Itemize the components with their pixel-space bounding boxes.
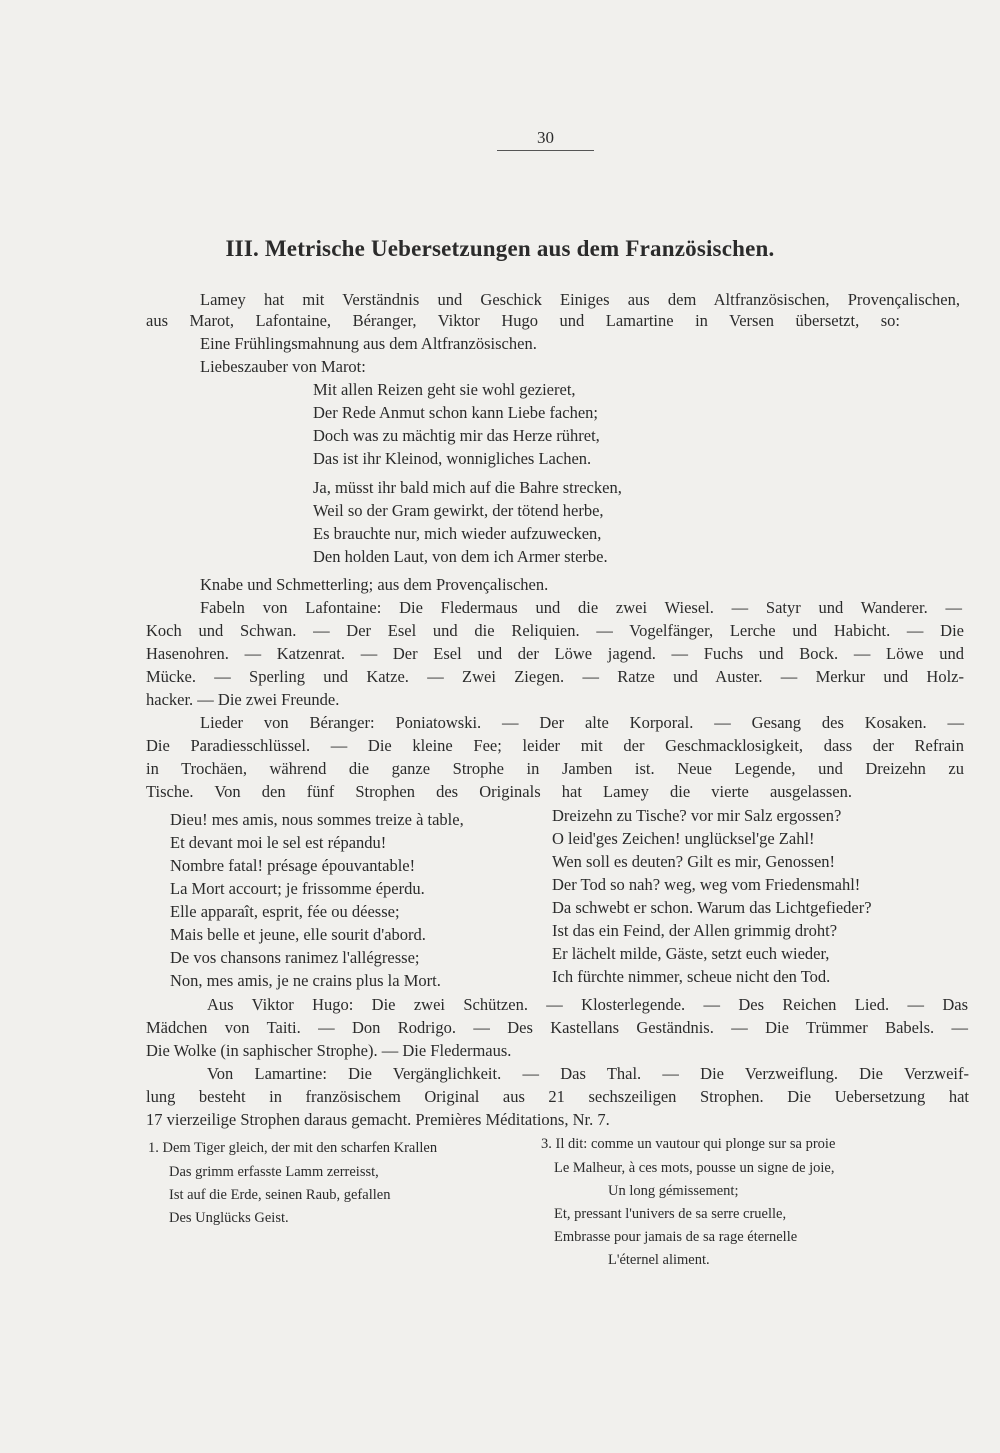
page-number-rule [497, 150, 594, 151]
paragraph-line: Mücke. — Sperling und Katze. — Zwei Ziegen. — Ratze und Auster. — Merkur und Holz- [146, 667, 964, 686]
paragraph-line: Die Paradiesschlüssel. — Die kleine Fee; leider mit der Geschmacklosigkeit, dass der Refrain [146, 736, 964, 755]
intro-line: aus Marot, Lafontaine, Béranger, Viktor Hugo und Lamartine in Versen übersetzt, so: [146, 311, 900, 330]
paragraph-line: Fabeln von Lafontaine: Die Fledermaus und die zwei Wiesel. — Satyr und Wanderer. — [200, 598, 962, 617]
french-verse-line: 3. Il dit: comme un vautour qui plonge sur sa proie [541, 1136, 836, 1152]
german-verse-line: 1. Dem Tiger gleich, der mit den scharfen Krallen [148, 1140, 438, 1156]
section-heading: III. Metrische Uebersetzungen aus dem Französischen. [225, 236, 775, 261]
paragraph-line: Mädchen von Taiti. — Don Rodrigo. — Des Kastellans Geständnis. — Die Trümmer Babels. — [146, 1018, 968, 1037]
paragraph-line: hacker. — Die zwei Freunde. [146, 690, 340, 709]
french-verse-line: Un long gémissement; [608, 1183, 739, 1199]
paragraph-line: in Trochäen, während die ganze Strophe in Jamben ist. Neue Legende, und Dreizehn zu [146, 759, 964, 778]
german-verse-line: Er lächelt milde, Gäste, setzt euch wieder, [552, 944, 830, 963]
verse-line: Weil so der Gram gewirkt, der tötend herbe, [313, 501, 604, 520]
verse-line: Das ist ihr Kleinod, wonnigliches Lachen. [313, 449, 592, 468]
french-verse-line: Non, mes amis, je ne crains plus la Mort. [170, 971, 441, 990]
french-verse-line: La Mort accourt; je frissomme éperdu. [170, 879, 425, 898]
french-verse-line: L'éternel aliment. [608, 1252, 710, 1268]
french-verse-line: Le Malheur, à ces mots, pousse un signe de joie, [554, 1160, 835, 1176]
french-verse-line: Nombre fatal! présage épouvantable! [170, 856, 416, 875]
verse-line: Doch was zu mächtig mir das Herze rühret, [313, 426, 600, 445]
paragraph-line: Von Lamartine: Die Vergänglichkeit. — Das Thal. — Die Verzweiflung. Die Verzweif- [207, 1064, 969, 1083]
paragraph-line: Lieder von Béranger: Poniatowski. — Der alte Korporal. — Gesang des Kosaken. — [200, 713, 964, 732]
verse-line: Den holden Laut, von dem ich Armer sterbe. [313, 547, 608, 566]
german-verse-line: Ist das ein Feind, der Allen grimmig droht? [552, 921, 838, 940]
french-verse-line: Et devant moi le sel est répandu! [170, 833, 387, 852]
french-verse-line: De vos chansons ranimez l'allégresse; [170, 948, 420, 967]
paragraph-line: Koch und Schwan. — Der Esel und die Reliquien. — Vogelfänger, Lerche und Habicht. — Die [146, 621, 964, 640]
verse-line: Ja, müsst ihr bald mich auf die Bahre strecken, [313, 478, 622, 497]
french-verse-line: Et, pressant l'univers de sa serre cruelle, [554, 1206, 787, 1222]
german-verse-line: O leid'ges Zeichen! unglücksel'ge Zahl! [552, 829, 815, 848]
german-verse-line: Wen soll es deuten? Gilt es mir, Genossen! [552, 852, 836, 871]
paragraph-line: 17 vierzeilige Strophen daraus gemacht. Premières Méditations, Nr. 7. [146, 1110, 610, 1129]
paragraph-line: Die Wolke (in saphischer Strophe). — Die Fledermaus. [146, 1041, 512, 1060]
paragraph-line: lung besteht in französischem Original aus 21 sechszeiligen Strophen. Die Uebersetzung hat [146, 1087, 969, 1106]
french-verse-line: Elle apparaît, esprit, fée ou déesse; [170, 902, 400, 921]
german-verse-line: Ich fürchte nimmer, scheue nicht den Tod. [552, 967, 831, 986]
german-verse-line: Das grimm erfasste Lamm zerreisst, [169, 1164, 379, 1180]
page-number: 30 [537, 128, 554, 147]
intro-line: Eine Frühlingsmahnung aus dem Altfranzösischen. [200, 334, 537, 353]
german-verse-line: Dreizehn zu Tische? vor mir Salz ergossen? [552, 806, 842, 825]
german-verse-line: Ist auf die Erde, seinen Raub, gefallen [169, 1187, 391, 1203]
paragraph-line: Tische. Von den fünf Strophen des Originals hat Lamey die vierte ausgelassen. [146, 782, 852, 801]
french-verse-line: Embrasse pour jamais de sa rage éternelle [554, 1229, 798, 1245]
french-verse-line: Mais belle et jeune, elle sourit d'abord. [170, 925, 426, 944]
german-verse-line: Des Unglücks Geist. [169, 1210, 289, 1226]
intro-line: Liebeszauber von Marot: [200, 357, 366, 376]
verse-line: Der Rede Anmut schon kann Liebe fachen; [313, 403, 598, 422]
german-verse-line: Der Tod so nah? weg, weg vom Friedensmahl! [552, 875, 861, 894]
german-verse-line: Da schwebt er schon. Warum das Lichtgefieder? [552, 898, 872, 917]
verse-line: Mit allen Reizen geht sie wohl gezieret, [313, 380, 576, 399]
paragraph-line: Knabe und Schmetterling; aus dem Provençalischen. [200, 575, 549, 594]
intro-line: Lamey hat mit Verständnis und Geschick Einiges aus dem Altfranzösischen, Provençalischen, [200, 290, 960, 309]
paragraph-line: Hasenohren. — Katzenrat. — Der Esel und der Löwe jagend. — Fuchs und Bock. — Löwe und [146, 644, 964, 663]
french-verse-line: Dieu! mes amis, nous sommes treize à table, [170, 810, 464, 829]
paragraph-line: Aus Viktor Hugo: Die zwei Schützen. — Klosterlegende. — Des Reichen Lied. — Das [207, 995, 968, 1014]
verse-line: Es brauchte nur, mich wieder aufzuwecken, [313, 524, 602, 543]
